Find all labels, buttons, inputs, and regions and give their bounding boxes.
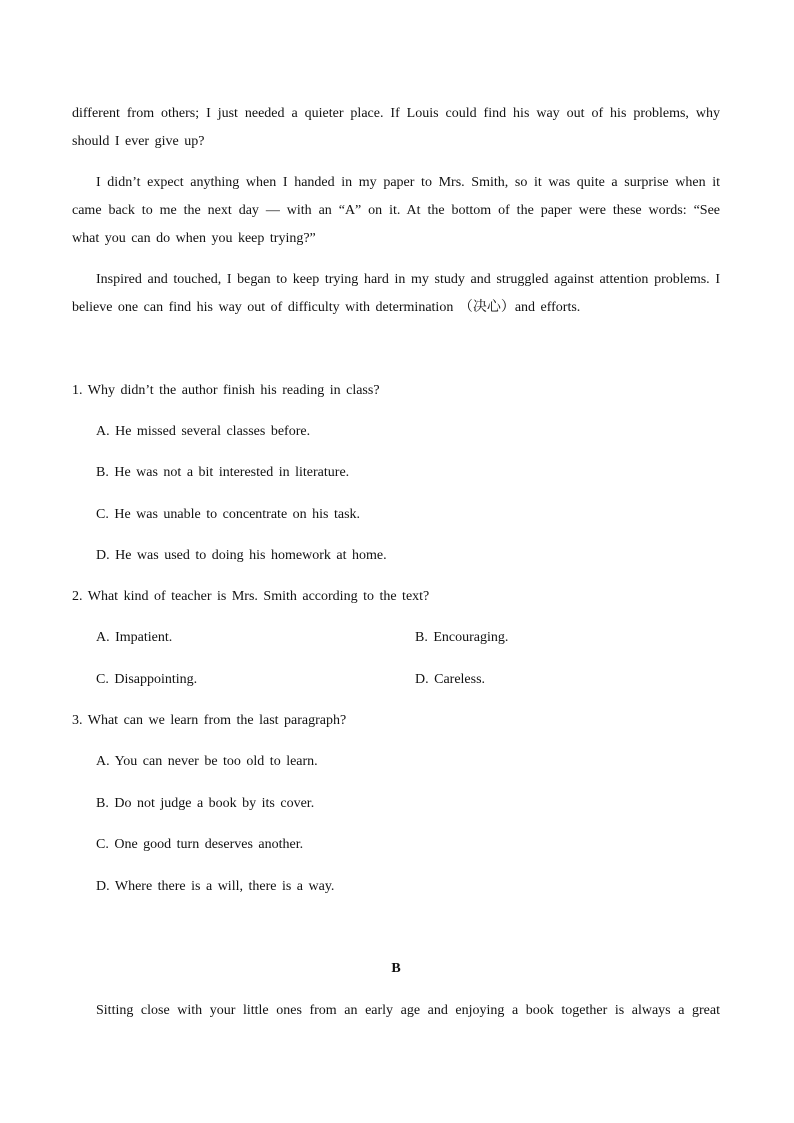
question-2-option-d[interactable]: D. Careless.	[415, 672, 486, 687]
question-3-option-c[interactable]: C. One good turn deserves another.	[96, 837, 304, 852]
question-2-stem: 2. What kind of teacher is Mrs. Smith according to the text?	[72, 589, 430, 604]
question-2-option-b[interactable]: B. Encouraging.	[415, 630, 509, 645]
passage-a-paragraph-2: I didn’t expect anything when I handed in my paper to Mrs. Smith, so it was quite a surprise when it came back to me the next day — with an “A” on it. At the bottom of the paper were these words: “See what you can do when you keep trying?”	[72, 175, 720, 246]
passage-b-title: B	[391, 961, 401, 976]
passage-a-paragraph-1: different from others; I just needed a quieter place. If Louis could find his way out of his problems, why should I ever give up?	[72, 106, 720, 149]
question-1-stem: 1. Why didn’t the author finish his reading in class?	[72, 383, 380, 398]
question-3-option-a[interactable]: A. You can never be too old to learn.	[96, 754, 318, 769]
question-1-option-b[interactable]: B. He was not a bit interested in literature.	[96, 465, 350, 480]
question-3-option-d[interactable]: D. Where there is a will, there is a way.	[96, 879, 335, 894]
passage-b-paragraph-1: Sitting close with your little ones from an early age and enjoying a book together is always a great	[96, 1003, 720, 1018]
question-1-option-c[interactable]: C. He was unable to concentrate on his task.	[96, 507, 361, 522]
question-3-option-b[interactable]: B. Do not judge a book by its cover.	[96, 796, 315, 811]
question-1-option-d[interactable]: D. He was used to doing his homework at home.	[96, 548, 387, 563]
passage-a-paragraph-3: Inspired and touched, I began to keep trying hard in my study and struggled against attention problems. I believe one can find his way out of difficulty with determination （决心）and efforts.	[72, 272, 720, 315]
question-2-option-c[interactable]: C. Disappointing.	[96, 672, 198, 687]
question-2-option-a[interactable]: A. Impatient.	[96, 630, 173, 645]
question-3-stem: 3. What can we learn from the last paragraph?	[72, 713, 347, 728]
question-1-option-a[interactable]: A. He missed several classes before.	[96, 424, 311, 439]
